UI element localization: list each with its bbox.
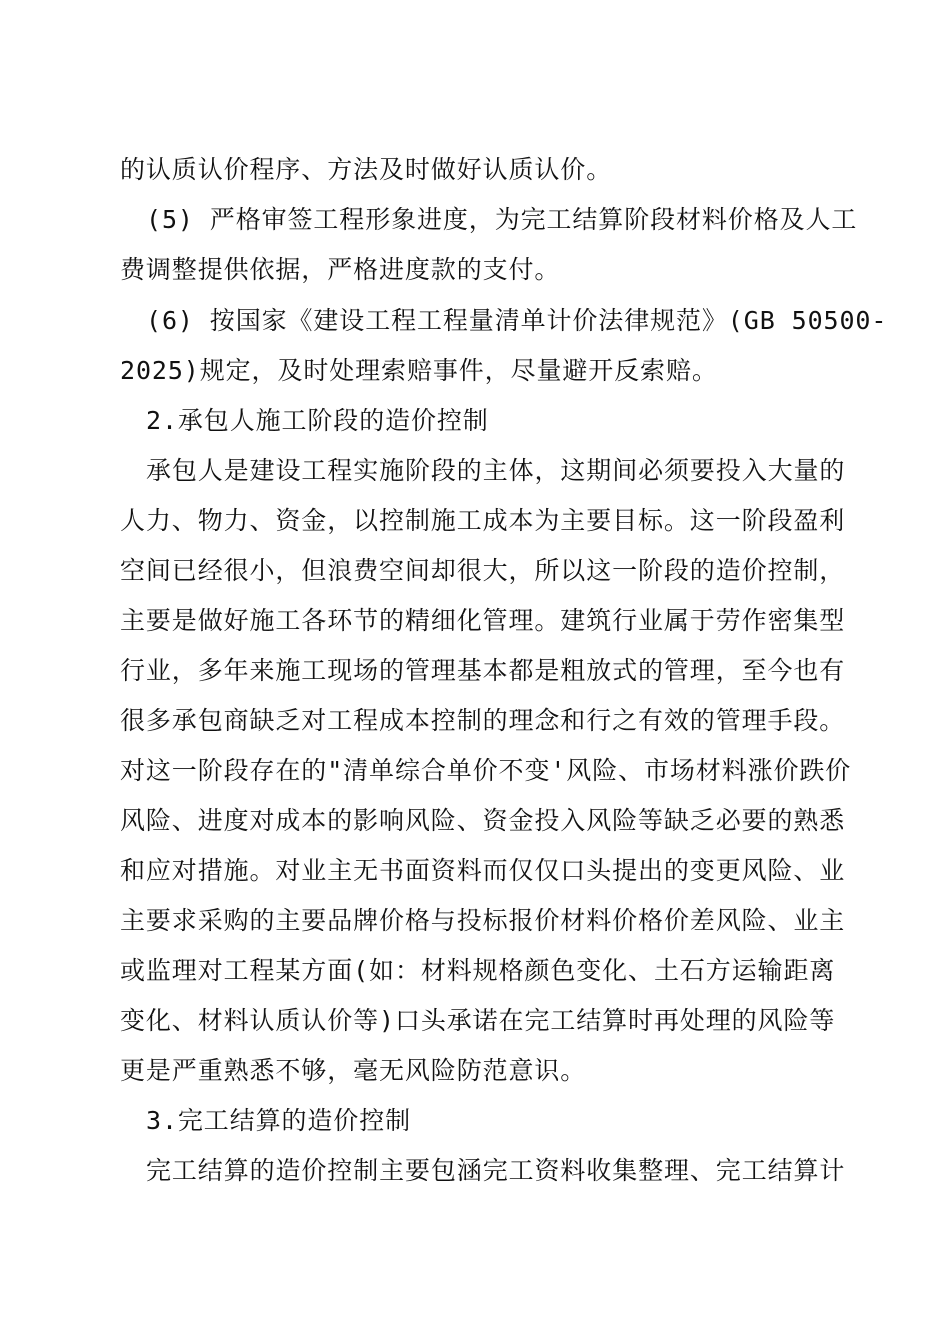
text-line: 承包人是建设工程实施阶段的主体，这期间必须要投入大量的	[146, 456, 846, 485]
text-line: 和应对措施。对业主无书面资料而仅仅口头提出的变更风险、业	[120, 856, 846, 885]
text-line: 风险、进度对成本的影响风险、资金投入风险等缺乏必要的熟悉	[120, 806, 846, 835]
text-line: 空间已经很小，但浪费空间却很大，所以这一阶段的造价控制，	[120, 556, 846, 585]
text-line: 费调整提供依据，严格进度款的支付。	[120, 255, 561, 284]
text-line: 人力、物力、资金，以控制施工成本为主要目标。这一阶段盈利	[120, 506, 846, 535]
text-line: 主要求采购的主要品牌价格与投标报价材料价格价差风险、业主	[120, 906, 846, 935]
section-heading: 2.承包人施工阶段的造价控制	[146, 406, 489, 435]
text-line: 完工结算的造价控制主要包涵完工资料收集整理、完工结算计	[146, 1156, 846, 1185]
text-line: 对这一阶段存在的"清单综合单价不变'风险、市场材料涨价跌价	[120, 756, 852, 785]
text-line: 主要是做好施工各环节的精细化管理。建筑行业属于劳作密集型	[120, 606, 846, 635]
text-line: (5) 严格审签工程形象进度，为完工结算阶段材料价格及人工	[146, 205, 858, 234]
text-line: 或监理对工程某方面(如：材料规格颜色变化、土石方运输距离	[120, 956, 836, 985]
section-heading: 3.完工结算的造价控制	[146, 1106, 412, 1135]
text-line: 的认质认价程序、方法及时做好认质认价。	[120, 155, 613, 184]
text-line: 很多承包商缺乏对工程成本控制的理念和行之有效的管理手段。	[120, 706, 846, 735]
text-line: 更是严重熟悉不够，毫无风险防范意识。	[120, 1056, 587, 1085]
text-line: (6) 按国家《建设工程工程量清单计价法律规范》(GB 50500-	[146, 306, 888, 335]
text-line: 变化、材料认质认价等)口头承诺在完工结算时再处理的风险等	[120, 1006, 836, 1035]
text-line: 行业，多年来施工现场的管理基本都是粗放式的管理，至今也有	[120, 656, 846, 685]
text-line: 2025)规定，及时处理索赔事件，尽量避开反索赔。	[120, 356, 718, 385]
